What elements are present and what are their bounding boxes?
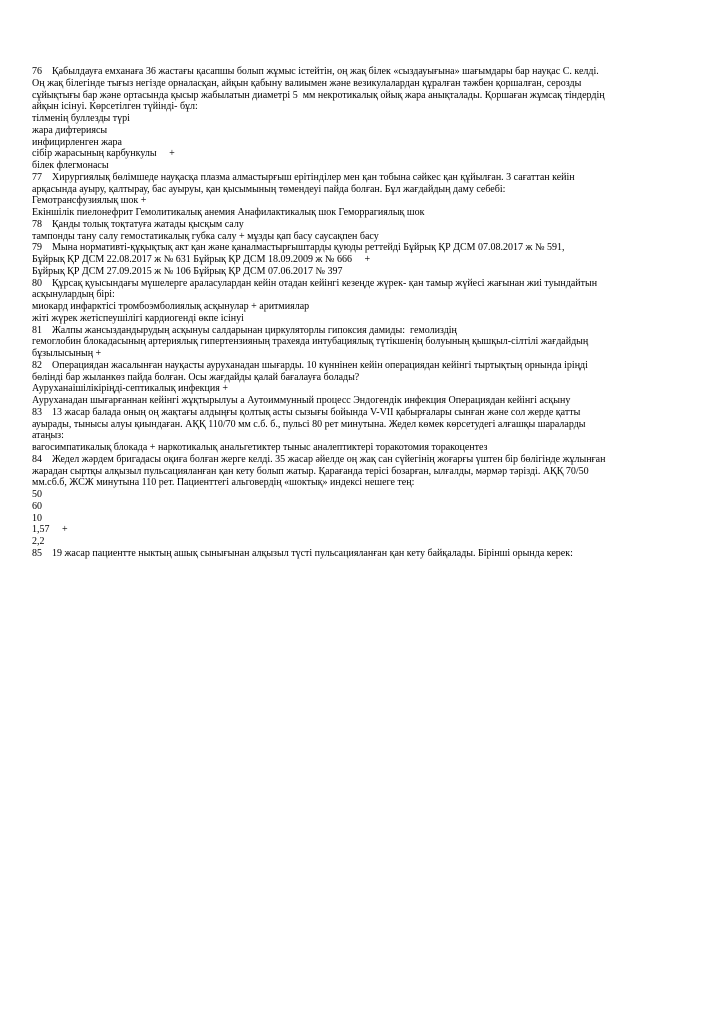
- q84-answer-2: 60: [32, 500, 42, 512]
- q76-answer-5: білек флегмонасы: [32, 160, 109, 171]
- q76-text-line-1: 76 Қабылдауға емханаға 36 жастағы қасапшы болып жұмыс істейтін, оң жақ білек «сыздауығына» шағымдары бар науқас С. келді.: [32, 66, 599, 77]
- q79-answers-line-1: Бұйрық ҚР ДСМ 22.08.2017 ж № 631 Бұйрық ҚР ДСМ 18.09.2009 ж № 666 +: [32, 254, 371, 265]
- q80-answers-line-2: жіті жүрек жетіспеушілігі кардиогенді өкпе ісінуі: [32, 312, 244, 324]
- q77-text-line-1: 77 Хирургиялық бөлімшеде науқасқа плазма алмастырғыш ерітінділер мен қан тобына сәйкес қан құйылған. 3 сағаттан кейін: [32, 171, 575, 183]
- q76-answer-3: инфицирленген жара: [32, 136, 122, 148]
- q80-text-line-2: асқынулардың бірі:: [32, 289, 115, 301]
- q81-answers-line-1: гемоглобин блокадасының артериялық гипертензияның трахеяда интубациялық түтікшенің болуының қышқыл-сілтілі жағдайдың: [32, 336, 589, 348]
- q84-answer-4: 1,57 +: [32, 524, 68, 536]
- q83-answers: вагосимпатикалық блокада + наркотикалық анальгетиктер тыныс аналептиктері торакотомия торакоцентез: [32, 442, 488, 453]
- q81-text-line-1: 81 Жалпы жансыздандырудың асқынуы салдарынан циркуляторлы гипоксия дамиды: гемолиздің: [32, 324, 457, 336]
- q84-answer-5: 2,2: [32, 536, 45, 547]
- q84-answer-3: 10: [32, 512, 42, 524]
- q76-text-line-2: Оң жақ білегінде тығыз негізде орналасқан, айқын қабыну валиымен және везикулалардан құралған тәжбен қоршалған, серозды: [32, 77, 582, 89]
- q76-text-line-4: айқын ісінуі. Көрсетілген түйінді- бұл:: [32, 101, 198, 113]
- q81-answers-line-2: бұзылысының +: [32, 348, 102, 359]
- q82-answers-rest: Ауруханадан шығарғаннан кейінгі жұқтырылуы а Аутоиммунный процесс Эндогендік инфекция Операциядан кейінгі асқыну: [32, 395, 571, 406]
- q76-text-line-3: сұйықтығы бар және ортасында қысыр жабылатын диаметрі 5 мм некротикалық ойық жара анықталады. Қоршаған жұмсақ тіндердің: [32, 89, 605, 101]
- q78-answers: тампонды тану салу гемостатикалық губка салу + мұзды қап басу саусақпен басу: [32, 230, 379, 242]
- q80-text-line-1: 80 Құрсақ қуысындағы мүшелерге араласулардан кейін отадан кейінгі кезеңде жүрек- қан тамыр жүйесі жағынан жиі туындайтын: [32, 277, 598, 289]
- q82-answer-1: Ауруханаішілікіріңді-септикалық инфекция +: [32, 383, 228, 395]
- q76-answer-4: сібір жарасының карбункулы +: [32, 148, 175, 160]
- q84-text-line-1: 84 Жедел жәрдем бригадасы оқиға болған жерге келді. 35 жасар әйелде оң жақ сан сүйегінің жоғарғы үштен бір бөлігінде жұлынған: [32, 453, 606, 465]
- q76-answer-1: тілменің буллезды түрі: [32, 113, 130, 124]
- q76-answer-2: жара дифтериясы: [32, 124, 108, 136]
- q83-text-line-3: атаңыз:: [32, 430, 64, 442]
- q77-answer-1: Гемотрансфузиялық шок +: [32, 195, 147, 207]
- q78-text-line-1: 78 Қанды толық тоқтатуға жатады қысқым салу: [32, 218, 244, 230]
- document-page: [32, 66, 672, 560]
- q79-answers-line-2: Бұйрық ҚР ДСМ 27.09.2015 ж № 106 Бұйрық ҚР ДСМ 07.06.2017 № 397: [32, 265, 343, 277]
- q84-answer-1: 50: [32, 489, 42, 500]
- q84-text-line-2: жарадан сыртқы алқызыл пульсацияланған қан кету болып жатыр. Қарағанда терісі бозарған, ылғалды, мәрмәр тәрізді. АҚҚ 70/50: [32, 465, 589, 477]
- q77-text-line-2: арқасында ауыру, қалтырау, бас ауыруы, қан қысымының төмендеуі пайда болған. Бұл жағдайдың даму себебі:: [32, 183, 506, 195]
- q84-text-line-3: мм.сб.б, ЖСЖ минутына 110 рет. Пациенттегі альговердің «шоктық» индексі нешеге тең:: [32, 477, 415, 489]
- q79-text-line-1: 79 Мына нормативті-құқықтық акт қан және қаналмастырғыштарды қуюды реттейді Бұйрық ҚР ДСМ 07.08.2017 ж № 591,: [32, 242, 565, 254]
- q77-answers-rest: Екіншілік пиелонефрит Гемолитикалық анемия Анафилактикалық шок Геморрагиялық шок: [32, 207, 425, 218]
- q82-text-line-1: 82 Операциядан жасалынған науқасты ауруханадан шығарды. 10 күннінен кейін операциядан кейінгі тыртықтың орнында іріңді: [32, 359, 588, 371]
- q85-text-line-1: 85 19 жасар пациентте ныктың ашық сынығынан алқызыл түсті пульсацияланған қан кету байқалады. Бірінші орында керек:: [32, 547, 573, 559]
- q80-answers-line-1: миокард инфарктісі тромбоэмболиялық асқынулар + аритмиялар: [32, 301, 310, 312]
- q82-text-line-2: бөлінді бар жыланкөз пайда болған. Осы жағдайды қалай бағалауға болады?: [32, 371, 360, 383]
- q83-text-line-1: 83 13 жасар балада оның оң жақтағы алдыңғы қолтық асты сызығы бойында V-VII қабырғалары сынған және сол жерде қатты: [32, 406, 581, 418]
- q83-text-line-2: ауырады, тынысы алуы қиындаған. АҚҚ 110/70 мм с.б. б., пульсі 80 рет минутына. Жедел көмек көрсетудегі алғашқы шараларды: [32, 418, 586, 430]
